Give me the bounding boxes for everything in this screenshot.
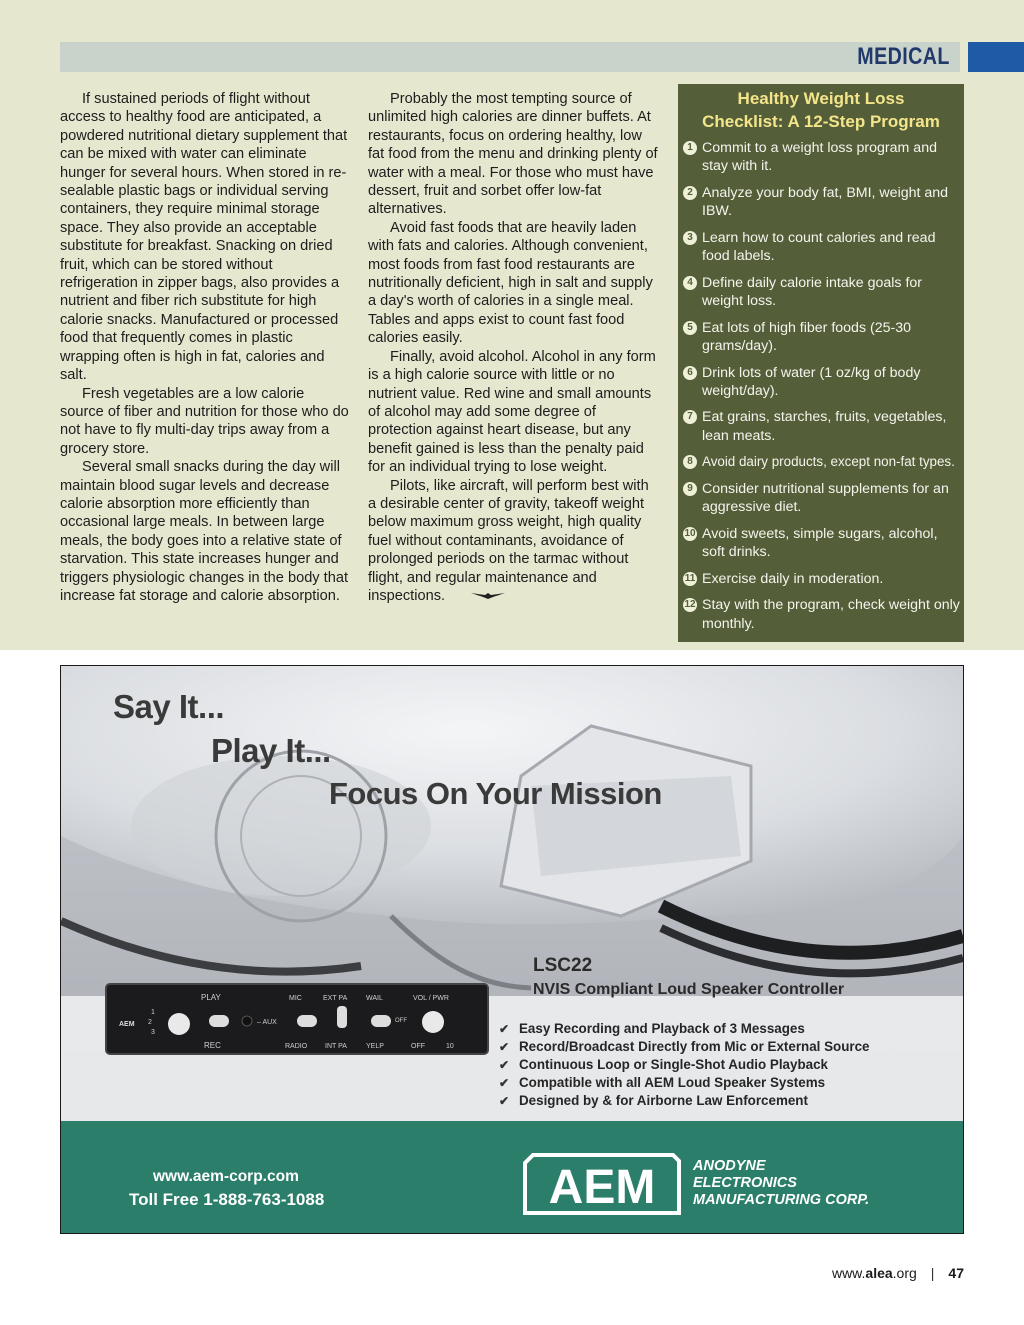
checklist-item-text: Avoid sweets, simple sugars, alcohol, soft drinks. bbox=[702, 525, 938, 561]
ad-headline: Focus On Your Mission bbox=[329, 776, 662, 811]
wings-end-icon bbox=[449, 587, 505, 605]
ad-headline: Say It... bbox=[113, 688, 225, 725]
checklist bbox=[678, 139, 964, 633]
feature-text: Record/Broadcast Directly from Mic or External Source bbox=[519, 1039, 870, 1054]
step-number-badge: 5 bbox=[683, 321, 697, 335]
checklist-item bbox=[678, 364, 964, 401]
check-icon: ✔ bbox=[499, 1022, 510, 1036]
paragraph: Several small snacks during the day will maintain blood sugar levels and decrease calorie absorption more efficiently than occasional large meals. In between large meals, the body goes into a relative state of starvation. This state increases hunger and triggers physiologic changes in the body that increase fat storage and calorie absorption. bbox=[60, 459, 348, 604]
check-icon: ✔ bbox=[499, 1076, 510, 1090]
footer-site-prefix: www. bbox=[831, 1265, 866, 1281]
panel-wail-label: WAIL bbox=[366, 995, 383, 1002]
feature-item bbox=[499, 1020, 870, 1038]
panel-max-label: 10 bbox=[446, 1043, 454, 1050]
step-number-badge: 9 bbox=[683, 482, 697, 496]
checklist-item bbox=[678, 570, 964, 588]
checklist-item-text: Learn how to count calories and read food labels. bbox=[702, 229, 936, 265]
checklist-item bbox=[678, 184, 964, 221]
panel-channel-label: 1 bbox=[151, 1009, 155, 1016]
feature-text: Compatible with all AEM Loud Speaker Systems bbox=[519, 1075, 826, 1090]
feature-text: Easy Recording and Playback of 3 Messages bbox=[519, 1021, 805, 1036]
check-icon: ✔ bbox=[499, 1058, 510, 1072]
checklist-item bbox=[678, 596, 964, 633]
panel-brand-label: AEM bbox=[119, 1021, 135, 1028]
panel-off-label: OFF bbox=[395, 1018, 407, 1024]
panel-ext-pa-label: EXT PA bbox=[323, 995, 348, 1002]
footer-separator: | bbox=[930, 1265, 935, 1281]
checklist-item bbox=[678, 453, 964, 471]
company-name-line: MANUFACTURING CORP. bbox=[693, 1192, 870, 1208]
aem-logo-text: AEM bbox=[548, 1161, 656, 1214]
footer-site-suffix: .org bbox=[892, 1265, 917, 1281]
feature-list bbox=[499, 1020, 870, 1110]
paragraph: Avoid fast foods that are heavily laden with fats and calories. Although convenient, most foods from fast food restaurants are nutritionally deficient, high in salt and supply a day's worth of calories in a single meal. Tables and apps exist to count fast food calories easily. bbox=[368, 219, 653, 347]
checklist-item bbox=[678, 139, 964, 176]
checklist-item-text: Commit to a weight loss program and stay with it. bbox=[702, 140, 937, 175]
panel-radio-label: RADIO bbox=[285, 1043, 308, 1050]
paragraph-text: Pilots, like aircraft, will perform best with a desirable center of gravity, takeoff weight below maximum gross weight, high quality fuel without contaminants, avoidance of prolonged periods on the tarmac without flight, and regular maintenance and inspections. bbox=[368, 477, 649, 605]
panel-off-label: OFF bbox=[411, 1043, 425, 1050]
panel-rec-label: REC bbox=[204, 1041, 221, 1050]
section-header-accent bbox=[968, 42, 1024, 72]
step-number-badge: 7 bbox=[683, 410, 697, 424]
feature-item bbox=[499, 1074, 870, 1092]
page-footer bbox=[832, 1265, 964, 1281]
aem-advertisement bbox=[60, 665, 964, 1234]
checklist-item-text: Stay with the program, check weight only monthly. bbox=[702, 597, 960, 632]
check-icon: ✔ bbox=[499, 1040, 510, 1054]
panel-vol-pwr-label: VOL / PWR bbox=[413, 995, 449, 1002]
step-number-badge: 3 bbox=[683, 231, 697, 245]
checklist-title-line: Healthy Weight Loss bbox=[737, 89, 905, 108]
checklist-title bbox=[678, 87, 964, 133]
ad-phone: Toll Free 1-888-763-1088 bbox=[129, 1190, 325, 1209]
footer-site-name: alea bbox=[865, 1265, 893, 1281]
ad-headline: Play It... bbox=[211, 732, 331, 769]
section-title: MEDICAL bbox=[857, 43, 950, 70]
product-subtitle: NVIS Compliant Loud Speaker Controller bbox=[533, 981, 845, 998]
ad-website: www.aem-corp.com bbox=[153, 1168, 299, 1185]
feature-item bbox=[499, 1092, 870, 1110]
checklist-item-text: Drink lots of water (1 oz/kg of body weight/day). bbox=[702, 364, 921, 399]
step-number-badge: 4 bbox=[683, 276, 697, 290]
paragraph: Probably the most tempting source of unlimited high calories are dinner buffets. At restaurants, focus on ordering healthy, low fat food from the menu and drinking plenty of water with a meal. For those who must have dessert, fruit and sorbet offer low-fat alternatives. bbox=[368, 91, 658, 218]
checklist-item bbox=[678, 480, 964, 517]
step-number-badge: 8 bbox=[683, 455, 697, 469]
checklist-item-text: Exercise daily in moderation. bbox=[702, 570, 884, 587]
paragraph: Finally, avoid alcohol. Alcohol in any form is a high calorie source with little or no nutrient value. Red wine and small amounts of alcohol may add some degree of protection against heart disease, but any benefit gained is less than the penalty paid for an individual trying to lose weight. bbox=[368, 348, 656, 476]
checklist-item bbox=[678, 525, 964, 562]
article-column-2 bbox=[368, 90, 658, 605]
step-number-badge: 1 bbox=[683, 141, 697, 155]
article-column-1 bbox=[60, 90, 350, 605]
checklist-item bbox=[678, 274, 964, 311]
panel-channel-label: 3 bbox=[151, 1029, 155, 1036]
checklist-item bbox=[678, 319, 964, 356]
checklist-item-text: Eat grains, starches, fruits, vegetables, lean meats. bbox=[702, 409, 947, 444]
panel-play-label: PLAY bbox=[201, 993, 221, 1002]
section-header-bar bbox=[60, 42, 960, 72]
paragraph: Fresh vegetables are a low calorie source of fiber and nutrition for those who do not have to fly multi-day trips away from a grocery store. bbox=[60, 385, 349, 457]
panel-int-pa-label: INT PA bbox=[325, 1043, 347, 1050]
step-number-badge: 11 bbox=[684, 572, 696, 584]
checklist-item-text: Avoid dairy products, except non-fat types. bbox=[702, 454, 955, 470]
panel-aux-label: – AUX bbox=[257, 1019, 277, 1026]
company-name-line: ANODYNE bbox=[693, 1158, 766, 1174]
page-number: 47 bbox=[948, 1265, 964, 1281]
checklist-sidebar bbox=[678, 84, 964, 642]
checklist-title-line: Checklist: A 12-Step Program bbox=[702, 112, 940, 131]
step-number-badge: 12 bbox=[684, 599, 696, 611]
product-model: LSC22 bbox=[533, 955, 593, 976]
feature-text: Continuous Loop or Single-Shot Audio Playback bbox=[519, 1057, 828, 1072]
company-name bbox=[693, 1158, 869, 1209]
feature-item bbox=[499, 1038, 870, 1056]
check-icon: ✔ bbox=[499, 1094, 510, 1108]
checklist-item-text: Define daily calorie intake goals for weight loss. bbox=[702, 274, 923, 310]
checklist-item-text: Consider nutritional supplements for an aggressive diet. bbox=[702, 480, 949, 516]
step-number-badge: 10 bbox=[684, 527, 696, 539]
checklist-item bbox=[678, 408, 964, 445]
step-number-badge: 2 bbox=[683, 186, 697, 200]
checklist-item-text: Eat lots of high fiber foods (25-30 grams/day). bbox=[702, 319, 911, 355]
aem-logo-icon bbox=[523, 1153, 681, 1215]
step-number-badge: 6 bbox=[683, 366, 697, 380]
feature-text: Designed by & for Airborne Law Enforcement bbox=[519, 1093, 808, 1108]
panel-yelp-label: YELP bbox=[366, 1043, 384, 1050]
paragraph-last bbox=[368, 477, 658, 606]
checklist-item bbox=[678, 229, 964, 266]
paragraph: If sustained periods of flight without access to healthy food are anticipated, a powdered nutritional dietary supplement that can be mixed with water can eliminate hunger for several hours. When stored in re-sealable plastic bags or individual serving containers, they require minimal storage space. They also provide an acceptable substitute for breakfast. Snacking on dried fruit, which can be stored without refrigeration in zipper bags, also provides a nutrient and fiber rich substitute for high calorie snacks. Manufactured or processed food that frequently comes in plastic wrapping often is high in fat, calories and salt. bbox=[60, 91, 348, 384]
panel-mic-label: MIC bbox=[289, 995, 302, 1002]
feature-item bbox=[499, 1056, 870, 1074]
checklist-item-text: Analyze your body fat, BMI, weight and IBW. bbox=[702, 184, 949, 220]
company-name-line: ELECTRONICS bbox=[693, 1175, 797, 1191]
panel-channel-label: 2 bbox=[148, 1019, 152, 1026]
